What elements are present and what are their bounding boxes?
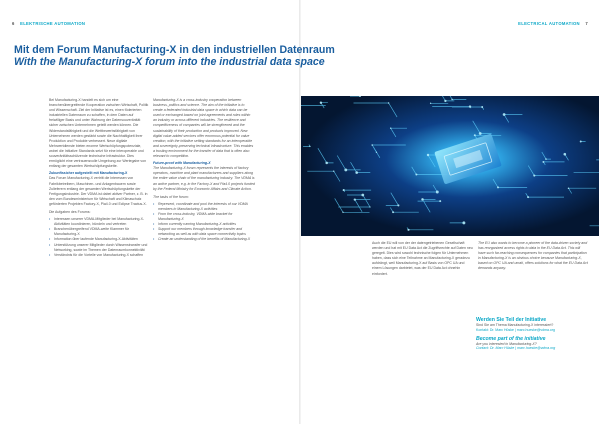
list-item: • Interessen unserer VDMA-Mitglieder bei Manufacturing-X-Aktivitäten koordinieren, bündeln und vertreten xyxy=(49,217,149,227)
circuit-node xyxy=(580,141,582,143)
cta-question-english: Are you interested in Manufacturing-X? xyxy=(476,341,537,346)
circuit-node xyxy=(542,161,544,163)
left-page-number: 6 xyxy=(12,21,15,26)
list-item: • Branchenübergreifend VDMA-weite Klammer für Manufacturing-X xyxy=(49,227,149,237)
circuit-node xyxy=(451,99,453,101)
list-item: • From the cross-industry, VDMA-wide bracket for Manufacturing-X xyxy=(153,212,255,222)
circuit-node xyxy=(462,221,465,224)
circuit-node xyxy=(355,171,358,174)
cta-contact-german xyxy=(476,328,592,333)
circuit-node xyxy=(474,134,476,136)
circuit-node xyxy=(333,170,334,171)
english-eu-column xyxy=(478,241,588,272)
circuit-node xyxy=(527,196,529,198)
cta-contact-label-german: Kontakt: xyxy=(476,327,489,332)
circuit-node xyxy=(392,211,394,213)
cta-title-english: Become part of the initiative xyxy=(476,335,546,342)
circuit-node xyxy=(427,154,429,156)
circuit-node xyxy=(320,102,322,104)
list-item: • Represent, coordinate and pool the interests of our VDMA members in Manufacturing-X activities xyxy=(153,202,255,212)
circuit-node xyxy=(421,198,424,201)
english-column xyxy=(153,98,255,243)
circuit-node xyxy=(568,187,570,189)
circuit-node xyxy=(481,106,483,108)
german-column xyxy=(49,98,149,258)
contact-link-german[interactable]: Dr. Marc Hüske | marc.hueske@vdma.org xyxy=(489,327,555,332)
headline-english: With the Manufacturing-X forum into the industrial data space xyxy=(14,56,325,68)
right-page-header xyxy=(518,21,592,26)
article-headline xyxy=(14,44,434,68)
circuit-node xyxy=(497,186,499,188)
list-item: • Create an understanding of the benefits of Manufacturing-X xyxy=(153,237,255,242)
left-section-title: ELEKTRISCHE AUTOMATION xyxy=(20,21,86,26)
list-item: • Unterstützung unserer Mitglieder durch Wissenstransfer und Networking, sowie im Themen der Datenraumkonnektivität xyxy=(49,243,149,253)
german-eu-column xyxy=(372,241,474,277)
german-paragraph: Das Forum Manufacturing-X vertritt die Interessen von Fabrikbetreibern, Maschinen- und Anlagenbauern sowie Zulieferern entlang der gesamten Wertschöpfungskette der Fertigungsindustrie. Der VDMA ist dabei aktiver Partner, z. B. in den vom Bundesministerium für Wirtschaft und Klimaschutz geförderten Projekten Factory-X, Pia4.0 und Eclipse Tractus-X. xyxy=(49,176,148,206)
circuit-node xyxy=(430,103,431,104)
circuit-node xyxy=(479,132,482,135)
english-eu-text: The EU also wants to become a pioneer of the data-driven society and has reorganized access rights to data in the EU Data Act. This will have such far-reaching consequences for companies that participation in Manufacturing-X is an obvious choice because Manufacturing-X, based on OPC UA and umati, offers solutions for what the EU Data Act demands anyway. xyxy=(478,241,588,271)
circuit-node xyxy=(309,146,310,147)
list-item: • Information über laufende Manufacturing-X-Aktivitäten xyxy=(49,237,149,242)
circuit-node xyxy=(369,206,370,207)
circuit-node xyxy=(371,144,373,146)
left-page-header xyxy=(8,21,85,26)
list-item: • Inform currently running Manufacturing-X activities xyxy=(153,222,255,227)
circuit-chip-image xyxy=(301,96,599,236)
german-task-list xyxy=(49,217,149,258)
headline-german: Mit dem Forum Manufacturing-X in den industriellen Datenraum xyxy=(14,44,335,56)
circuit-node xyxy=(361,194,364,197)
circuit-node xyxy=(545,158,547,160)
circuit-node xyxy=(439,200,441,202)
circuit-node xyxy=(436,191,439,194)
right-section-title: ELECTRICAL AUTOMATION xyxy=(518,21,580,26)
german-list-intro: Die Aufgaben des Forums: xyxy=(49,209,91,214)
circuit-node xyxy=(415,174,417,176)
cta-question-german: Sind Sie am Thema Manufacturing-X interessiert? xyxy=(476,323,554,327)
circuit-node xyxy=(325,162,328,165)
list-item: • Verständnis für die Vorteile von Manufacturing-X schaffen xyxy=(49,253,149,258)
english-list-intro: The tasks of the forum: xyxy=(153,194,189,199)
circuit-node xyxy=(533,175,535,177)
circuit-node xyxy=(344,168,347,171)
german-intro: Bei Manufacturing-X handelt es sich um eine branchenübergreifende Kooperation zwischen Wirtschaft, Politik und Wissenschaft. Ziel der Initiative ist es, einen föderierten industriellen Datenraum zu schaffen, in dem Daten auf freiwilliger Basis und unter Wahrung der Datensouveränität sicher zwischen Unternehmen geteilt werden können. Die Widerstandsfähigkeit und die Wettbewerbsfähigkeit von Unternehmen werden gestärkt sowie die Nachhaltigkeit ihrer Produktion und Produkte verbessert. Neue digitale Mehrwertdienste bieten enorme Wertschöpfungspotenziale, wobei die Initiative Standards setzt für eine interoperable und souveränitätsschützende technische Infrastruktur. Dies ermöglicht eine vertrauensvolle Umgebung zur Wertegabe von entlang der gesamten Wertschöpfungskette. xyxy=(49,98,149,169)
cta-contact-label-english: Contact: xyxy=(476,346,490,351)
circuit-node xyxy=(376,152,377,153)
circuit-node xyxy=(354,198,356,200)
call-to-action xyxy=(476,317,592,351)
circuit-node xyxy=(342,212,343,213)
circuit-node xyxy=(388,102,389,103)
circuit-node xyxy=(407,229,409,231)
english-intro: Manufacturing-X is a cross-industry cooperation between business, politics and science. The aim of the initiative is to create a federated industrial data space in which data can be used or exchanged based on joint agreements and rules within an industry or across different industries. The resilience and competitiveness of companies will be strengthened and the sustainability of their production and products improved. New digital value-added services offer enormous potential for value creation, with the initiative setting standards for an interoperable and sovereignty-preserving technical infrastructure. This enables a trusting environment for the transfer of data that is often also relevant to competition. xyxy=(153,98,254,159)
circuit-node xyxy=(343,189,345,191)
right-page-number: 7 xyxy=(585,21,588,26)
cta-title-german: Werden Sie Teil der Initiative xyxy=(476,317,547,323)
circuit-node xyxy=(563,153,566,156)
cta-contact-english xyxy=(476,346,592,351)
circuit-node xyxy=(390,127,391,128)
circuit-node xyxy=(469,105,471,107)
english-paragraph: The Manufacturing-X forum represents the interests of factory operators, machine and plant manufacturers and suppliers along the entire value chain of the manufacturing industry. The VDMA is an active partner, e.g. in the Factory-X and Pia4.0 projects funded by the Federal Ministry for Economic Affairs and Climate Action. xyxy=(153,166,255,191)
list-item: • Support our members through knowledge transfer and networking as well as with data space connectivity topics xyxy=(153,227,255,237)
german-subheading: Zukunftssicher aufgestellt mit Manufacturing-X xyxy=(49,171,128,176)
circuit-node xyxy=(444,100,446,102)
circuit-node xyxy=(503,113,506,116)
contact-link-english[interactable]: Dr. Marc Hüske | marc.hueske@vdma.org xyxy=(490,346,556,351)
german-eu-text: Auch die EU will von der der datengetriebenen Gesellschaft werden und hat mit EU Data Act die Zugriffsrechte auf Daten neu geregelt. Dies wird sowohl technische folgen für Unternehmen haben, dass sich eine Teilnahme an Manufacturing-X geradezu aufdrängt, weil Manufacturing-X auf Basis von OPC UA und einem Lösungen darbietet, was der EU Data Act ohnehin einfordert. xyxy=(372,241,473,276)
circuit-chip-icon xyxy=(301,96,599,236)
circuit-node xyxy=(397,204,399,206)
english-task-list xyxy=(153,202,255,243)
english-subheading: Future-proof with Manufacturing-X xyxy=(153,161,211,166)
